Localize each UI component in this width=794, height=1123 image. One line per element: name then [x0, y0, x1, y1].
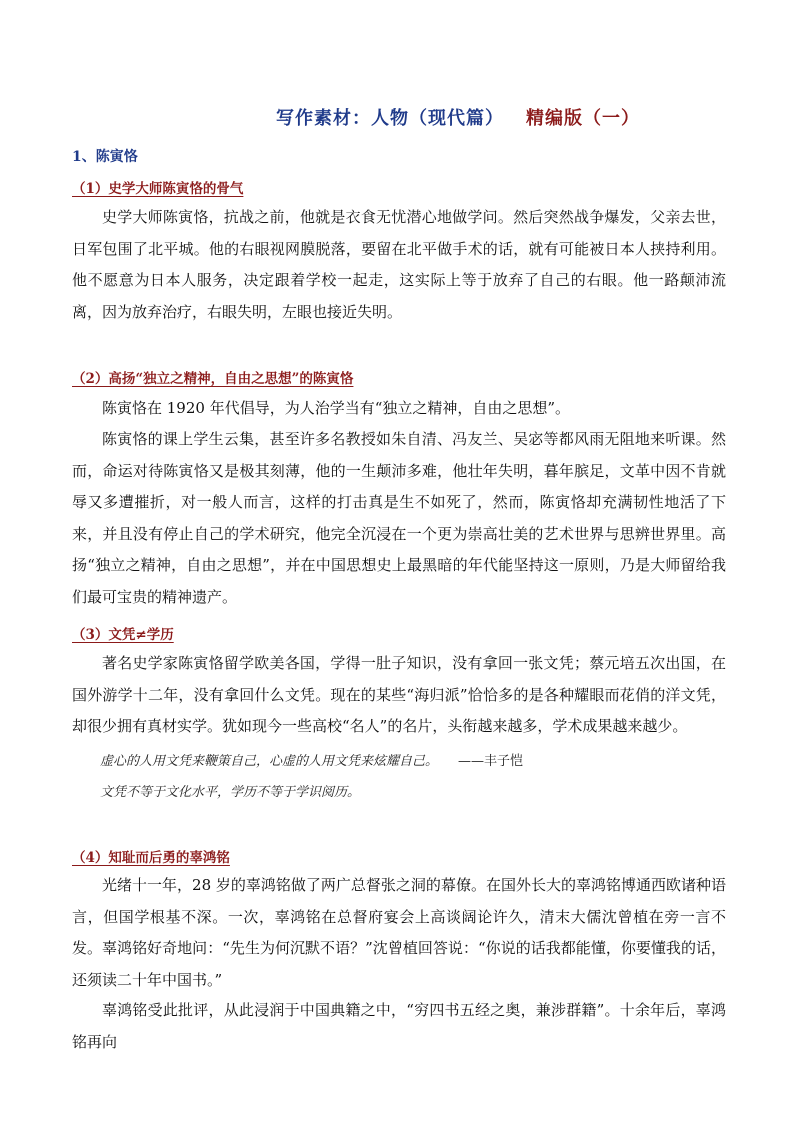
paragraph-4-2: 辜鸿铭受此批评，从此浸润于中国典籍之中，“穷四书五经之奥，兼涉群籍”。十余年后，辜鸿铭再向 — [72, 1001, 726, 1051]
subheading-1: （1）史学大师陈寅恪的骨气 — [72, 181, 244, 197]
quote-feng-zikai — [100, 750, 523, 769]
subheading-4: （4）知耻而后勇的辜鸿铭 — [72, 850, 230, 866]
quote-text: 虚心的人用文凭来鞭策自己，心虚的人用文凭来炫耀自己。 — [100, 754, 439, 769]
paragraph-3-1: 著名史学家陈寅恪留学欧美各国，学得一肚子知识，没有拿回一张文凭；蔡元培五次出国，在国外游学十二年，没有拿回什么文凭。现在的某些“海归派”恰恰多的是各种耀眼而花俏的洋文凭，却很少拥有真材实学。犹如现今一些高校“名人”的名片，头衔越来越多，学术成果越来越少。 — [72, 654, 726, 735]
paragraph-4-1: 光绪十一年，28 岁的辜鸿铭做了两广总督张之洞的幕僚。在国外长大的辜鸿铭博通西欧诸种语言，但国学根基不深。一次，辜鸿铭在总督府宴会上高谈阔论许久，清末大儒沈曾植在旁一言不发。辜鸿铭好奇地问：“先生为何沉默不语？”沈曾植回答说：“你说的话我都能懂，你要懂我的话，还须读二十年中国书。” — [72, 876, 726, 989]
title-subtitle: 精编版（一） — [526, 108, 640, 129]
document-title — [276, 104, 640, 130]
quote-author: ——丰子恺 — [458, 754, 524, 769]
paragraph-1-1: 史学大师陈寅恪，抗战之前，他就是衣食无忧潜心地做学问。然后突然战争爆发，父亲去世，日军包围了北平城。他的右眼视网膜脱落，要留在北平做手术的话，就有可能被日本人挟持利用。他不愿意为日本人服务，决定跟着学校一起走，这实际上等于放弃了自己的右眼。他一路颠沛流离，因为放弃治疗，右眼失明，左眼也接近失明。 — [72, 208, 726, 321]
paragraph-2-1: 陈寅恪在 1920 年代倡导，为人治学当有“独立之精神，自由之思想”。 — [102, 399, 571, 417]
paragraph-2-2: 陈寅恪的课上学生云集，甚至许多名教授如朱自清、冯友兰、吴宓等都风雨无阻地来听课。然而，命运对待陈寅恪又是极其刻薄，他的一生颠沛多难，他壮年失明，暮年膑足，文革中因不肯就辱又多遭摧折，对一般人而言，这样的打击真是生不如死了，然而，陈寅恪却充满韧性地活了下来，并且没有停止自己的学术研究，他完全沉浸在一个更为崇高壮美的艺术世界与思辨世界里。高扬“独立之精神，自由之思想”，并在中国思想史上最黑暗的年代能坚持这一原则，乃是大师留给我们最可宝贵的精神遗产。 — [72, 430, 726, 606]
subheading-2: （2）高扬“独立之精神，自由之思想”的陈寅恪 — [72, 371, 354, 387]
section-heading-chen-yinke: 1、陈寅恪 — [72, 149, 138, 165]
title-main: 写作素材：人物（现代篇） — [276, 108, 504, 129]
subheading-3: （3）文凭≠学历 — [72, 627, 174, 643]
quote-diploma: 文凭不等于文化水平，学历不等于学识阅历。 — [100, 785, 361, 800]
